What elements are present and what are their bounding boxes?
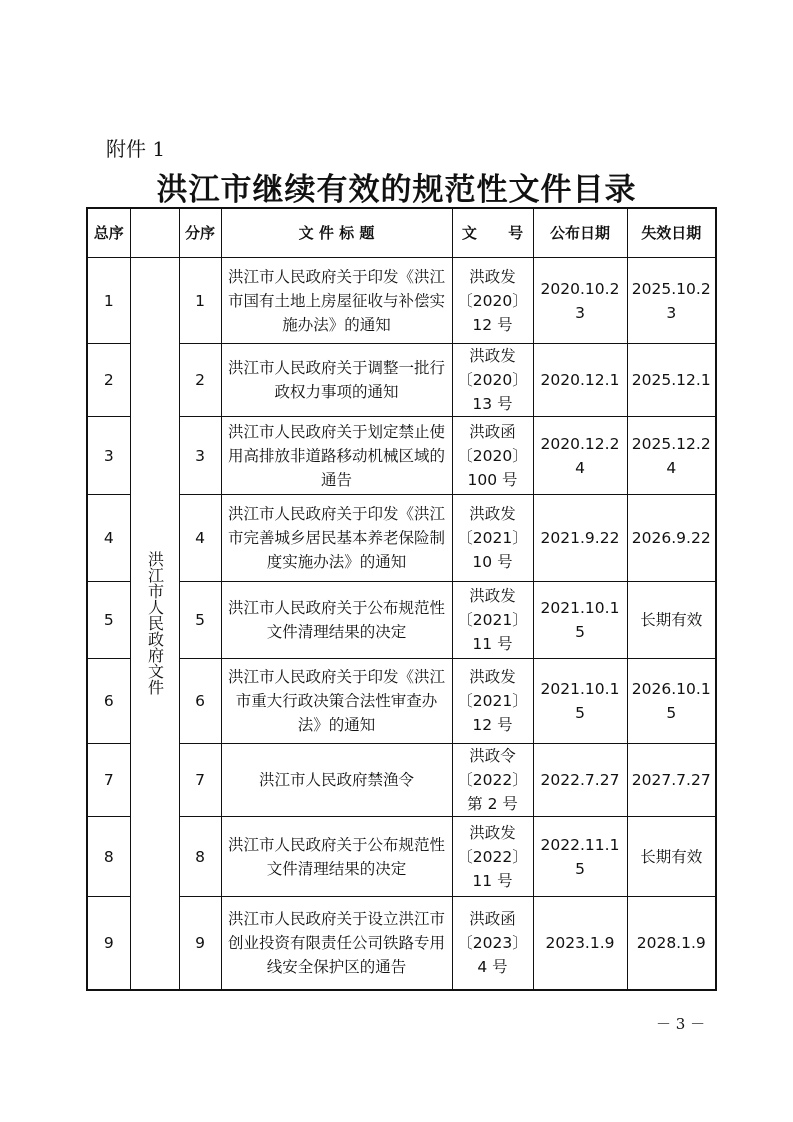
- cell-expiry-date: 2025.10.23: [627, 258, 716, 344]
- table-row: [87, 582, 716, 659]
- cell-expiry-date: 2025.12.24: [627, 417, 716, 495]
- cell-total-no: 3: [87, 417, 130, 495]
- cell-sub-no: 1: [179, 258, 221, 344]
- cell-doc-no: 洪政函〔2020〕100 号: [452, 417, 533, 495]
- page-number: － 3 －: [656, 1015, 706, 1033]
- cell-doc-no: 洪政发〔2020〕13 号: [452, 344, 533, 417]
- cell-doc-no: 洪政函〔2023〕4 号: [452, 897, 533, 990]
- table-row: [87, 659, 716, 744]
- cell-doc-title: 洪江市人民政府关于印发《洪江市完善城乡居民基本养老保险制度实施办法》的通知: [221, 495, 452, 582]
- table-body: [87, 258, 716, 990]
- cell-publish-date: 2021.10.15: [533, 582, 627, 659]
- table-row: [87, 417, 716, 495]
- cell-sub-no: 7: [179, 744, 221, 817]
- cell-total-no: 8: [87, 817, 130, 897]
- cell-doc-title: 洪江市人民政府禁渔令: [221, 744, 452, 817]
- cell-total-no: 7: [87, 744, 130, 817]
- cell-sub-no: 2: [179, 344, 221, 417]
- regulation-catalog-table: [86, 207, 717, 991]
- cell-sub-no: 8: [179, 817, 221, 897]
- header-doc-title: 文 件 标 题: [221, 208, 452, 258]
- table-row: [87, 495, 716, 582]
- cell-doc-no: 洪政发〔2022〕11 号: [452, 817, 533, 897]
- table-row: [87, 258, 716, 344]
- cell-sub-no: 6: [179, 659, 221, 744]
- cell-doc-title: 洪江市人民政府关于划定禁止使用高排放非道路移动机械区域的通告: [221, 417, 452, 495]
- cell-expiry-date: 2027.7.27: [627, 744, 716, 817]
- header-group: [130, 208, 179, 258]
- header-publish-date: 公布日期: [533, 208, 627, 258]
- cell-total-no: 5: [87, 582, 130, 659]
- cell-doc-title: 洪江市人民政府关于调整一批行政权力事项的通知: [221, 344, 452, 417]
- group-label-text: 洪江市人民政府文件: [145, 551, 165, 696]
- cell-expiry-date: 2028.1.9: [627, 897, 716, 990]
- cell-group-label: [130, 258, 179, 990]
- cell-publish-date: 2021.10.15: [533, 659, 627, 744]
- cell-doc-no: 洪政发〔2021〕11 号: [452, 582, 533, 659]
- table-row: [87, 897, 716, 990]
- cell-total-no: 9: [87, 897, 130, 990]
- cell-doc-title: 洪江市人民政府关于印发《洪江市重大行政决策合法性审查办法》的通知: [221, 659, 452, 744]
- header-expiry-date: 失效日期: [627, 208, 716, 258]
- cell-doc-no: 洪政发〔2021〕10 号: [452, 495, 533, 582]
- cell-publish-date: 2020.12.24: [533, 417, 627, 495]
- document-title: 洪江市继续有效的规范性文件目录: [156, 172, 637, 208]
- cell-doc-title: 洪江市人民政府关于印发《洪江市国有土地上房屋征收与补偿实施办法》的通知: [221, 258, 452, 344]
- table-row: [87, 744, 716, 817]
- cell-total-no: 1: [87, 258, 130, 344]
- cell-total-no: 6: [87, 659, 130, 744]
- cell-publish-date: 2022.11.15: [533, 817, 627, 897]
- cell-expiry-date: 长期有效: [627, 817, 716, 897]
- cell-publish-date: 2020.12.1: [533, 344, 627, 417]
- cell-sub-no: 9: [179, 897, 221, 990]
- header-total-no: 总序: [87, 208, 130, 258]
- cell-sub-no: 3: [179, 417, 221, 495]
- cell-total-no: 2: [87, 344, 130, 417]
- attachment-label: 附件 1: [106, 137, 166, 161]
- cell-doc-title: 洪江市人民政府关于公布规范性文件清理结果的决定: [221, 817, 452, 897]
- cell-sub-no: 4: [179, 495, 221, 582]
- cell-publish-date: 2020.10.23: [533, 258, 627, 344]
- cell-doc-no: 洪政发〔2020〕12 号: [452, 258, 533, 344]
- table-row: [87, 817, 716, 897]
- table-header-row: [87, 208, 716, 258]
- cell-expiry-date: 2026.9.22: [627, 495, 716, 582]
- header-sub-no: 分序: [179, 208, 221, 258]
- cell-doc-title: 洪江市人民政府关于设立洪江市创业投资有限责任公司铁路专用线安全保护区的通告: [221, 897, 452, 990]
- cell-doc-title: 洪江市人民政府关于公布规范性文件清理结果的决定: [221, 582, 452, 659]
- cell-doc-no: 洪政令〔2022〕第 2 号: [452, 744, 533, 817]
- cell-expiry-date: 长期有效: [627, 582, 716, 659]
- cell-sub-no: 5: [179, 582, 221, 659]
- cell-expiry-date: 2025.12.1: [627, 344, 716, 417]
- cell-doc-no: 洪政发〔2021〕12 号: [452, 659, 533, 744]
- cell-publish-date: 2023.1.9: [533, 897, 627, 990]
- cell-expiry-date: 2026.10.15: [627, 659, 716, 744]
- cell-publish-date: 2022.7.27: [533, 744, 627, 817]
- cell-total-no: 4: [87, 495, 130, 582]
- header-doc-no: 文 号: [452, 208, 533, 258]
- cell-publish-date: 2021.9.22: [533, 495, 627, 582]
- table-row: [87, 344, 716, 417]
